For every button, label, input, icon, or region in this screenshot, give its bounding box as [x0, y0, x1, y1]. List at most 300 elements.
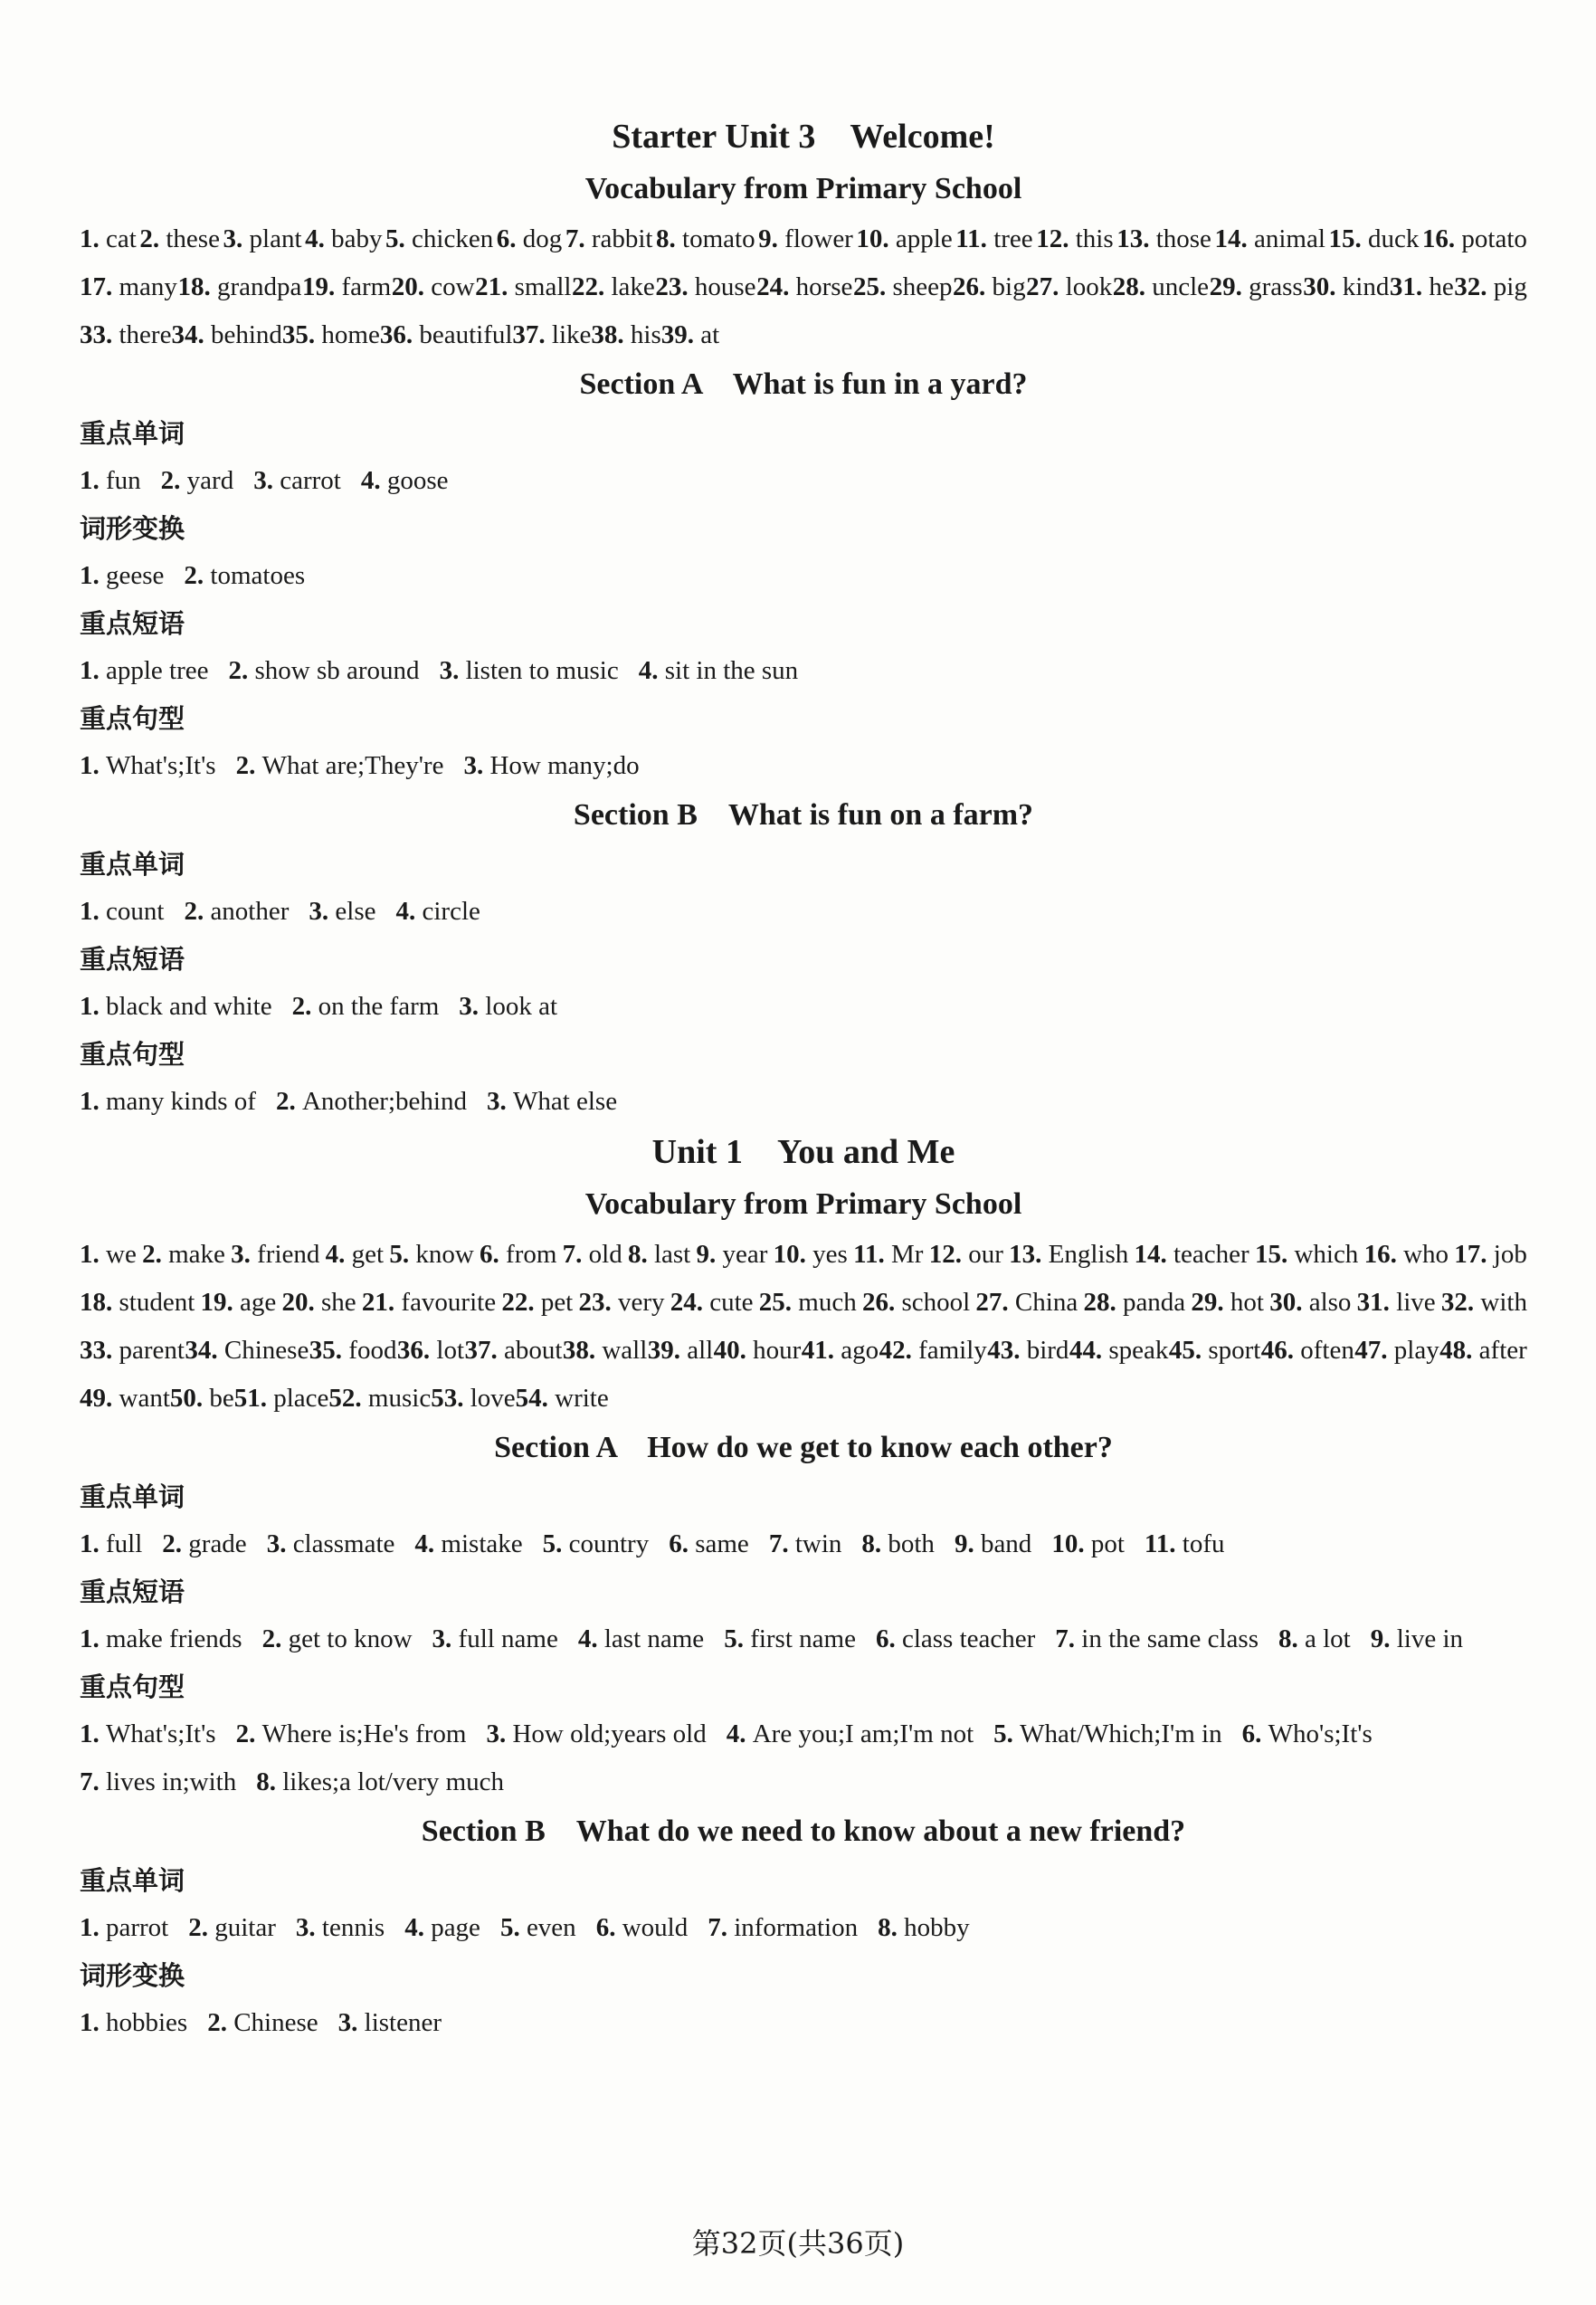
answer-number: 2. — [188, 1913, 215, 1942]
answer-number: 1. — [80, 751, 106, 780]
answer-item — [475, 263, 571, 311]
answer-text: home — [321, 320, 380, 349]
answer-text: China — [1014, 1288, 1078, 1317]
answer-item — [161, 457, 234, 505]
answer-text: uncle — [1152, 272, 1210, 301]
answer-number: 9. — [1370, 1624, 1397, 1653]
answer-item — [769, 1520, 842, 1568]
answer-text: at — [700, 320, 720, 349]
answer-number: 37. — [512, 320, 552, 349]
answer-number: 3. — [459, 992, 486, 1021]
answer-number: 10. — [856, 224, 896, 253]
answer-text: after — [1478, 1336, 1527, 1365]
answer-item — [139, 215, 220, 263]
answer-number: 28. — [1112, 272, 1153, 301]
answer-number: 12. — [1036, 224, 1076, 253]
answer-text: last — [653, 1240, 691, 1269]
answer-item — [774, 1231, 848, 1279]
answer-number: 32. — [1440, 1288, 1481, 1317]
answer-text: very — [617, 1288, 665, 1317]
answer-text: sheep — [892, 272, 953, 301]
answer-item — [231, 1231, 319, 1279]
answer-number: 25. — [852, 272, 893, 301]
answer-number: 1. — [80, 992, 106, 1021]
answer-number: 34. — [185, 1336, 224, 1365]
answer-item — [80, 1078, 256, 1126]
answer-list — [80, 1999, 1527, 2047]
answer-text: wall — [602, 1336, 648, 1365]
answer-number: 1. — [80, 224, 106, 253]
answer-item — [389, 1231, 473, 1279]
answer-text: classmate — [292, 1529, 395, 1558]
answer-item — [669, 1520, 749, 1568]
answer-text: page — [431, 1913, 480, 1942]
answer-number: 1. — [80, 1529, 106, 1558]
answer-number: 46. — [1260, 1336, 1301, 1365]
answer-number: 40. — [713, 1336, 754, 1365]
answer-item — [1364, 1231, 1449, 1279]
answer-text: class teacher — [901, 1624, 1036, 1653]
answer-text: goose — [386, 466, 449, 495]
answer-item — [759, 1279, 857, 1327]
answer-number: 2. — [207, 2008, 234, 2037]
answer-number: 7. — [80, 1767, 106, 1796]
answer-item — [1069, 1327, 1169, 1375]
answer-item — [1055, 1615, 1259, 1663]
answer-item — [80, 1904, 168, 1952]
answer-text: our — [968, 1240, 1003, 1269]
answer-number: 3. — [486, 1719, 513, 1748]
answer-text: his — [630, 320, 661, 349]
answer-text: make friends — [106, 1624, 242, 1653]
answer-text: What are;They're — [261, 751, 444, 780]
section-title: Section A What is fun in a yard? — [579, 367, 1028, 401]
answer-number: 11. — [853, 1240, 891, 1269]
answer-number: 27. — [975, 1288, 1015, 1317]
answer-number: 16. — [1363, 1240, 1404, 1269]
answer-number: 1. — [80, 1240, 106, 1269]
answer-number: 3. — [432, 1624, 459, 1653]
answer-number: 13. — [1009, 1240, 1049, 1269]
category-heading: 重点短语 — [80, 1576, 185, 1607]
answer-number: 2. — [235, 751, 262, 780]
answer-text: full — [106, 1529, 143, 1558]
answer-item — [184, 888, 289, 936]
answer-text: horse — [795, 272, 853, 301]
answer-item — [497, 215, 563, 263]
answer-text: lives in;with — [106, 1767, 237, 1796]
answer-text: often — [1300, 1336, 1354, 1365]
answer-number: 1. — [80, 1913, 106, 1942]
answer-text: lot — [436, 1336, 465, 1365]
answer-number: 6. — [875, 1624, 902, 1653]
answer-text: much — [798, 1288, 857, 1317]
answer-number: 23. — [655, 272, 695, 301]
answer-text: geese — [106, 561, 165, 590]
vocabulary-subtitle: Vocabulary from Primary School — [584, 172, 1022, 205]
answer-item — [207, 1999, 318, 2047]
answer-text: kind — [1342, 272, 1390, 301]
answer-number: 8. — [656, 224, 683, 253]
answer-number: 28. — [1083, 1288, 1123, 1317]
answer-item — [639, 647, 798, 695]
answer-text: love — [470, 1384, 516, 1413]
answer-number: 4. — [638, 656, 665, 685]
answer-text: small — [514, 272, 572, 301]
answer-text: full name — [458, 1624, 558, 1653]
answer-item — [697, 1231, 768, 1279]
answer-text: cow — [431, 272, 475, 301]
answer-number: 14. — [1214, 224, 1254, 253]
answer-number: 7. — [565, 224, 592, 253]
answer-item — [229, 647, 420, 695]
page-number-footer: 第32页(共36页) — [691, 2226, 905, 2261]
answer-item — [309, 888, 375, 936]
answer-number: 4. — [325, 1240, 352, 1269]
answer-text: these — [166, 224, 220, 253]
answer-item — [1303, 263, 1389, 311]
answer-text: look — [1065, 272, 1113, 301]
answer-number: 7. — [562, 1240, 589, 1269]
answer-text: What's;It's — [106, 751, 216, 780]
answer-text: English — [1048, 1240, 1129, 1269]
answer-list — [80, 888, 1527, 936]
answer-text: cute — [709, 1288, 754, 1317]
answer-number: 7. — [768, 1529, 795, 1558]
answer-number: 4. — [395, 897, 423, 926]
answer-item — [714, 1327, 802, 1375]
answer-item — [596, 1904, 689, 1952]
answer-number: 3. — [439, 656, 466, 685]
answer-number: 18. — [177, 272, 217, 301]
answer-item — [501, 1279, 573, 1327]
answer-text: tofu — [1182, 1529, 1225, 1558]
answer-item — [1255, 1231, 1358, 1279]
answer-text: baby — [331, 224, 383, 253]
answer-text: write — [555, 1384, 609, 1413]
answer-item — [170, 1375, 234, 1423]
answer-text: get to know — [288, 1624, 413, 1653]
answer-text: look at — [485, 992, 558, 1021]
answer-number: 20. — [281, 1288, 321, 1317]
answer-item — [1083, 1279, 1185, 1327]
answer-number: 34. — [171, 320, 211, 349]
answer-item — [955, 215, 1032, 263]
answer-number: 5. — [389, 1240, 416, 1269]
answer-number: 2. — [228, 656, 255, 685]
answer-item — [188, 1904, 276, 1952]
answer-text: Are you;I am;I'm not — [752, 1719, 974, 1748]
answer-item — [380, 311, 513, 359]
answer-text: plant — [249, 224, 302, 253]
answer-list — [80, 1615, 1527, 1663]
answer-text: pig — [1493, 272, 1527, 301]
answer-item — [655, 263, 755, 311]
answer-text: we — [106, 1240, 137, 1269]
answer-item — [1441, 1279, 1527, 1327]
answer-number: 7. — [1055, 1624, 1082, 1653]
answer-number: 39. — [660, 320, 701, 349]
answer-number: 24. — [670, 1288, 710, 1317]
answer-number: 19. — [301, 272, 342, 301]
category-heading: 重点单词 — [80, 1865, 185, 1896]
answer-text: even — [526, 1913, 576, 1942]
category-heading: 重点短语 — [80, 608, 185, 639]
answer-number: 14. — [1134, 1240, 1173, 1269]
answer-number: 4. — [404, 1913, 432, 1942]
answer-text: who — [1403, 1240, 1449, 1269]
answer-item — [80, 1758, 236, 1806]
answer-text: tree — [993, 224, 1033, 253]
answer-item — [708, 1904, 858, 1952]
answer-text: Another;behind — [301, 1087, 467, 1116]
vocabulary-subtitle: Vocabulary from Primary School — [584, 1187, 1022, 1221]
answer-item — [362, 1279, 496, 1327]
answer-item — [1439, 1327, 1527, 1375]
answer-item — [80, 1279, 195, 1327]
answer-item — [1269, 1279, 1351, 1327]
answer-text: old — [588, 1240, 622, 1269]
answer-text: make — [168, 1240, 225, 1269]
answer-text: teacher — [1173, 1240, 1249, 1269]
answer-item — [328, 1375, 431, 1423]
answer-text: student — [119, 1288, 195, 1317]
answer-item — [565, 215, 653, 263]
answer-number: 26. — [861, 1288, 902, 1317]
answer-text: behind — [210, 320, 282, 349]
answer-number: 2. — [235, 1719, 262, 1748]
answer-item — [591, 311, 660, 359]
answer-text: parrot — [106, 1913, 169, 1942]
answer-text: food — [348, 1336, 397, 1365]
answer-item — [256, 1758, 504, 1806]
answer-item — [292, 983, 440, 1031]
answer-item — [987, 1327, 1069, 1375]
answer-number: 3. — [266, 1529, 293, 1558]
answer-number: 41. — [801, 1336, 841, 1365]
answer-text: she — [321, 1288, 356, 1317]
answer-item — [856, 215, 952, 263]
answer-text: show sb around — [254, 656, 420, 685]
answer-text: beautiful — [419, 320, 513, 349]
answer-item — [1210, 263, 1303, 311]
answer-item — [1214, 215, 1325, 263]
answer-number: 49. — [80, 1384, 119, 1413]
answer-text: What else — [512, 1087, 618, 1116]
answer-text: farm — [341, 272, 392, 301]
answer-number: 3. — [253, 466, 280, 495]
answer-item — [1261, 1327, 1354, 1375]
answer-number: 10. — [773, 1240, 813, 1269]
answer-text: flower — [784, 224, 853, 253]
answer-list — [80, 215, 1527, 359]
answer-text: Where is;He's from — [261, 1719, 467, 1748]
answer-text: yard — [186, 466, 234, 495]
answer-item — [162, 1520, 246, 1568]
answer-item — [396, 888, 480, 936]
answer-number: 19. — [200, 1288, 241, 1317]
answer-text: last name — [603, 1624, 705, 1653]
category-heading: 词形变换 — [80, 513, 185, 544]
answer-number: 50. — [169, 1384, 210, 1413]
answer-number: 45. — [1168, 1336, 1209, 1365]
answer-number: 24. — [756, 272, 796, 301]
answer-number: 27. — [1026, 272, 1066, 301]
answer-item — [727, 1710, 974, 1758]
answer-text: like — [551, 320, 592, 349]
answer-number: 4. — [305, 224, 332, 253]
answer-item — [1036, 215, 1113, 263]
answer-item — [656, 215, 755, 263]
answer-number: 22. — [572, 272, 612, 301]
answer-number: 13. — [1116, 224, 1156, 253]
answer-item — [296, 1904, 385, 1952]
answer-item — [80, 1615, 242, 1663]
answer-number: 21. — [475, 272, 515, 301]
answer-text: he — [1429, 272, 1454, 301]
answer-text: What's;It's — [106, 1719, 216, 1748]
answer-item — [326, 1231, 384, 1279]
answer-number: 20. — [391, 272, 432, 301]
answer-item — [862, 1279, 970, 1327]
answer-item — [861, 1520, 935, 1568]
answer-item — [80, 1520, 142, 1568]
answer-text: family — [918, 1336, 987, 1365]
answer-item — [993, 1710, 1221, 1758]
answer-item — [929, 1231, 1003, 1279]
answer-number: 6. — [595, 1913, 622, 1942]
answer-text: band — [980, 1529, 1032, 1558]
answer-text: which — [1294, 1240, 1359, 1269]
answer-text: Chinese — [233, 2008, 318, 2037]
answer-text: else — [335, 897, 376, 926]
answer-number: 52. — [328, 1384, 368, 1413]
answer-text: friend — [257, 1240, 320, 1269]
answer-item — [878, 1904, 970, 1952]
answer-number: 43. — [987, 1336, 1027, 1365]
answer-number: 23. — [578, 1288, 618, 1317]
category-heading: 重点句型 — [80, 1039, 185, 1070]
answer-item — [1354, 1327, 1439, 1375]
answer-text: know — [415, 1240, 474, 1269]
answer-text: about — [503, 1336, 563, 1365]
answer-text: tomatoes — [210, 561, 306, 590]
answer-number: 47. — [1354, 1336, 1394, 1365]
answer-item — [578, 1279, 664, 1327]
section-title: Section B What do we need to know about a new friend? — [421, 1814, 1186, 1848]
answer-text: both — [888, 1529, 935, 1558]
answer-text: on the farm — [318, 992, 440, 1021]
answer-text: year — [722, 1240, 768, 1269]
answer-item — [177, 263, 301, 311]
answer-number: 4. — [577, 1624, 604, 1653]
answer-number: 29. — [1191, 1288, 1230, 1317]
answer-item — [955, 1520, 1031, 1568]
answer-text: house — [694, 272, 756, 301]
answer-item — [414, 1520, 522, 1568]
answer-text: duck — [1367, 224, 1420, 253]
answer-number: 2. — [142, 1240, 169, 1269]
answer-item — [876, 1615, 1035, 1663]
answer-number: 54. — [515, 1384, 556, 1413]
answer-number: 33. — [80, 320, 119, 349]
answer-item — [440, 647, 619, 695]
answer-number: 42. — [879, 1336, 919, 1365]
answer-text: Mr — [890, 1240, 924, 1269]
answer-list — [80, 1710, 1527, 1806]
answer-text: pot — [1090, 1529, 1125, 1558]
answer-item — [392, 263, 475, 311]
answer-item — [1134, 1231, 1249, 1279]
answer-item — [80, 1999, 187, 2047]
answer-number: 16. — [1421, 224, 1462, 253]
answer-text: be — [209, 1384, 234, 1413]
answer-text: chicken — [412, 224, 494, 253]
answer-number: 35. — [281, 320, 322, 349]
answer-item — [853, 263, 953, 311]
answer-text: information — [734, 1913, 859, 1942]
answer-text: grass — [1249, 272, 1303, 301]
answer-item — [1116, 215, 1211, 263]
answer-number: 10. — [1051, 1529, 1091, 1558]
answer-item — [1454, 1231, 1527, 1279]
answer-list — [80, 1078, 1527, 1126]
answer-item — [236, 742, 444, 790]
answer-text: there — [119, 320, 172, 349]
answer-number: 1. — [80, 1624, 106, 1653]
answer-number: 3. — [337, 2008, 365, 2037]
answer-number: 1. — [80, 561, 106, 590]
answer-number: 8. — [256, 1767, 283, 1796]
answer-text: first name — [750, 1624, 856, 1653]
answer-item — [262, 1615, 413, 1663]
answer-text: tomato — [682, 224, 755, 253]
answer-item — [572, 263, 655, 311]
answer-item — [80, 647, 209, 695]
answer-text: would — [622, 1913, 689, 1942]
answer-list — [80, 457, 1527, 505]
answer-list — [80, 742, 1527, 790]
answer-item — [563, 1231, 622, 1279]
answer-number: 30. — [1269, 1288, 1309, 1317]
answer-item — [184, 552, 305, 600]
answer-item — [1051, 1520, 1125, 1568]
answer-number: 6. — [1241, 1719, 1268, 1748]
answer-list — [80, 1904, 1527, 1952]
answer-number: 31. — [1389, 272, 1430, 301]
answer-number: 2. — [184, 561, 211, 590]
answer-item — [80, 1375, 170, 1423]
answer-text: live — [1396, 1288, 1436, 1317]
category-heading: 重点句型 — [80, 1672, 185, 1702]
answer-text: twin — [794, 1529, 842, 1558]
answer-text: count — [106, 897, 165, 926]
answer-list — [80, 552, 1527, 600]
answer-item — [1191, 1279, 1264, 1327]
answer-text: job — [1493, 1240, 1527, 1269]
answer-number: 53. — [431, 1384, 470, 1413]
answer-item — [80, 1231, 137, 1279]
answer-text: age — [240, 1288, 277, 1317]
answer-text: parent — [119, 1336, 185, 1365]
answer-item — [516, 1375, 609, 1423]
answer-item — [459, 983, 557, 1031]
answer-item — [397, 1327, 464, 1375]
answer-text: same — [695, 1529, 749, 1558]
answer-number: 3. — [223, 224, 250, 253]
answer-text: yes — [812, 1240, 848, 1269]
answer-text: many — [119, 272, 177, 301]
